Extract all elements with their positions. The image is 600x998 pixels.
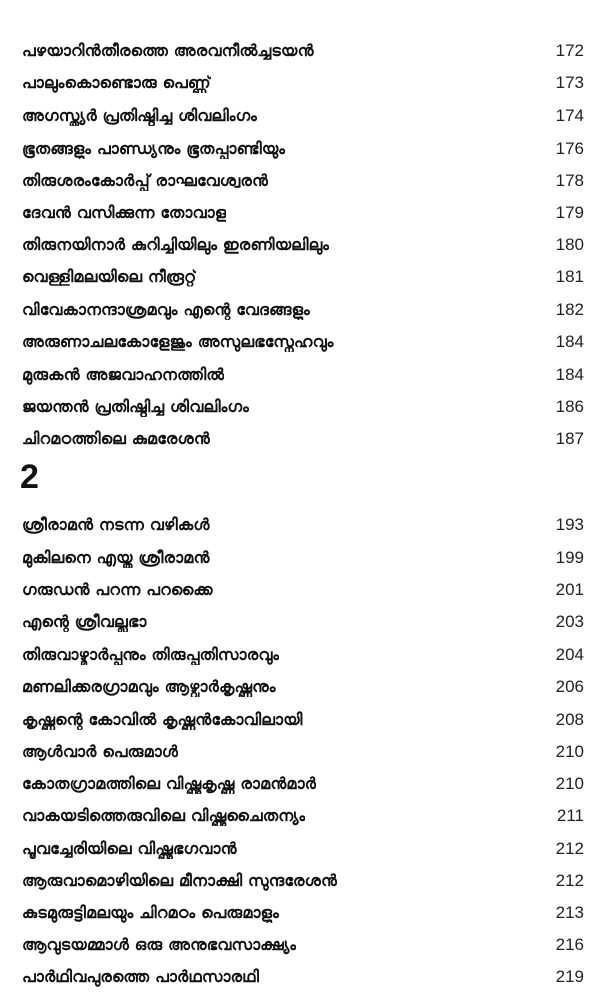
toc-entry-page: 186: [555, 397, 584, 416]
toc-entry[interactable]: [22, 607, 584, 637]
section-number: 2: [20, 458, 39, 496]
toc-entry-page: 199: [555, 548, 584, 567]
toc-entry[interactable]: [22, 834, 584, 864]
toc-entry-title: വിവേകാനന്ദാശ്രമവും എന്റെ വേദങ്ങളും: [22, 300, 310, 319]
toc-entry-page: 212: [555, 871, 584, 890]
toc-entry-page: 184: [555, 365, 584, 384]
toc-entry[interactable]: [22, 360, 584, 390]
toc-entry-title: ആൾവാർ പെരുമാൾ: [22, 742, 179, 761]
toc-entry-title: കൃഷ്ണന്റെ കോവിൽ കൃഷ്ണൻകോവിലായി: [22, 710, 303, 729]
toc-entry[interactable]: [22, 769, 584, 799]
toc-entry[interactable]: [22, 295, 584, 325]
toc-entry-title: കോതഗ്രാമത്തിലെ വിഷ്ണുകൃഷ്ണ രാമൻമാർ: [22, 774, 317, 793]
toc-entry-title: പാർഥിവപുരത്തെ പാർഥസാരഥി: [22, 967, 260, 986]
toc-entry-title: മുകിലനെ എയ്ത ശ്രീരാമൻ: [22, 548, 210, 567]
toc-entry-title: ശ്രീരാമൻ നടന്ന വഴികൾ: [22, 515, 210, 534]
toc-entry-page: 182: [555, 300, 584, 319]
toc-entry-page: 180: [555, 235, 584, 254]
toc-entry-page: 176: [555, 139, 584, 158]
toc-entry-page: 204: [555, 645, 584, 664]
toc-entry[interactable]: [22, 801, 584, 831]
toc-entry[interactable]: [22, 327, 584, 357]
toc-entry-page: 179: [555, 203, 584, 222]
toc-entry[interactable]: [22, 424, 584, 454]
toc-entry[interactable]: [22, 101, 584, 131]
toc-entry[interactable]: [22, 737, 584, 767]
toc-entry-title: പഴയാറിൻതീരത്തെ അരവനീൽച്ചടയൻ: [22, 41, 314, 60]
toc-entry-title: വെള്ളിമലയിലെ നീരൂറ്റ്: [22, 267, 197, 286]
toc-entry[interactable]: [22, 705, 584, 735]
toc-entry-page: 213: [555, 903, 584, 922]
toc-entry-page: 187: [555, 429, 584, 448]
toc-entry[interactable]: [22, 392, 584, 422]
toc-entry[interactable]: [22, 68, 584, 98]
toc-entry[interactable]: [22, 543, 584, 573]
toc-entry[interactable]: [22, 36, 584, 66]
toc-entry-page: 206: [555, 677, 584, 696]
toc-entry-title: എന്റെ ശ്രീവല്ലഭാ: [22, 612, 147, 631]
toc-entry-title: മണലിക്കരഗ്രാമവും ആഴ്വാർകൃഷ്ണനും: [22, 677, 276, 696]
toc-entry-title: പൂവച്ചേരിയിലെ വിഷ്ണുഭഗവാൻ: [22, 839, 237, 858]
toc-entry[interactable]: [22, 198, 584, 228]
toc-entry-title: കുടമുരുട്ടിമലയും ചിറമഠം പെരുമാളും: [22, 903, 280, 922]
toc-entry-page: 172: [555, 41, 584, 60]
toc-entry-title: തിരുശരംകോർപ്പ് രാഘവേശ്വരൻ: [22, 171, 269, 190]
toc-entry-page: 219: [555, 967, 584, 986]
toc-entry-page: 203: [555, 612, 584, 631]
toc-entry-page: 216: [555, 935, 584, 954]
toc-entry-title: ജയന്തൻ പ്രതിഷ്ഠിച്ച ശിവലിംഗം: [22, 397, 249, 416]
toc-entry-page: 201: [555, 580, 584, 599]
toc-entry-title: ഗരുഡൻ പറന്ന പറക്കൈ: [22, 580, 213, 599]
toc-entry[interactable]: [22, 510, 584, 540]
toc-entry-page: 178: [555, 171, 584, 190]
toc-entry-page: 173: [555, 73, 584, 92]
toc-entry[interactable]: [22, 640, 584, 670]
toc-entry[interactable]: [22, 230, 584, 260]
toc-entry[interactable]: [22, 898, 584, 928]
toc-entry-title: ചിറമഠത്തിലെ കുമരേശൻ: [22, 429, 210, 448]
toc-entry-page: 174: [555, 106, 584, 125]
toc-entry-page: 193: [555, 515, 584, 534]
toc-entry-title: വാകയടിത്തെരുവിലെ വിഷ്ണുചൈതന്യം: [22, 806, 306, 825]
toc-entry-page: 210: [555, 742, 584, 761]
toc-entry[interactable]: [22, 575, 584, 605]
toc-entry[interactable]: [22, 262, 584, 292]
toc-entry-title: ആരുവാമൊഴിയിലെ മീനാക്ഷി സുന്ദരേശൻ: [22, 871, 338, 890]
toc-entry[interactable]: [22, 866, 584, 896]
toc-entry-title: അഗസ്ത്യർ പ്രതിഷ്ഠിച്ച ശിവലിംഗം: [22, 106, 258, 125]
toc-entry-title: ഭൂതങ്ങളും പാണ്ഡ്യനും ഭൂതപ്പാണ്ടിയും: [22, 139, 286, 158]
toc-entry[interactable]: [22, 962, 584, 992]
toc-entry-title: അരുണാചലകോളേജും അസുലഭസ്നേഹവും: [22, 332, 334, 351]
toc-entry-page: 208: [555, 710, 584, 729]
toc-entry-title: തിരുനയിനാർ കുറിച്ചിയിലും ഇരണിയലിലും: [22, 235, 330, 254]
toc-entry[interactable]: [22, 930, 584, 960]
toc-entry-page: 184: [555, 332, 584, 351]
toc-entry-title: മുരുകൻ അജവാഹനത്തിൽ: [22, 365, 225, 384]
toc-entry-title: ആവുടയമ്മാൾ ഒരു അനുഭവസാക്ഷ്യം: [22, 935, 297, 954]
toc-entry[interactable]: [22, 134, 584, 164]
toc-entry-title: ദേവൻ വസിക്കുന്ന തോവാള: [22, 203, 227, 222]
toc-entry-title: പാലുംകൊണ്ടൊരു പെണ്ണ്: [22, 73, 211, 92]
toc-entry-page: 211: [556, 806, 584, 825]
toc-entry-title: തിരുവാഴ്മാർപ്പനും തിരുപ്പതിസാരവും: [22, 645, 280, 664]
toc-entry[interactable]: [22, 166, 584, 196]
toc-entry-page: 210: [555, 774, 584, 793]
toc-entry-page: 181: [555, 267, 584, 286]
toc-entry[interactable]: [22, 672, 584, 702]
toc-entry-page: 212: [555, 839, 584, 858]
